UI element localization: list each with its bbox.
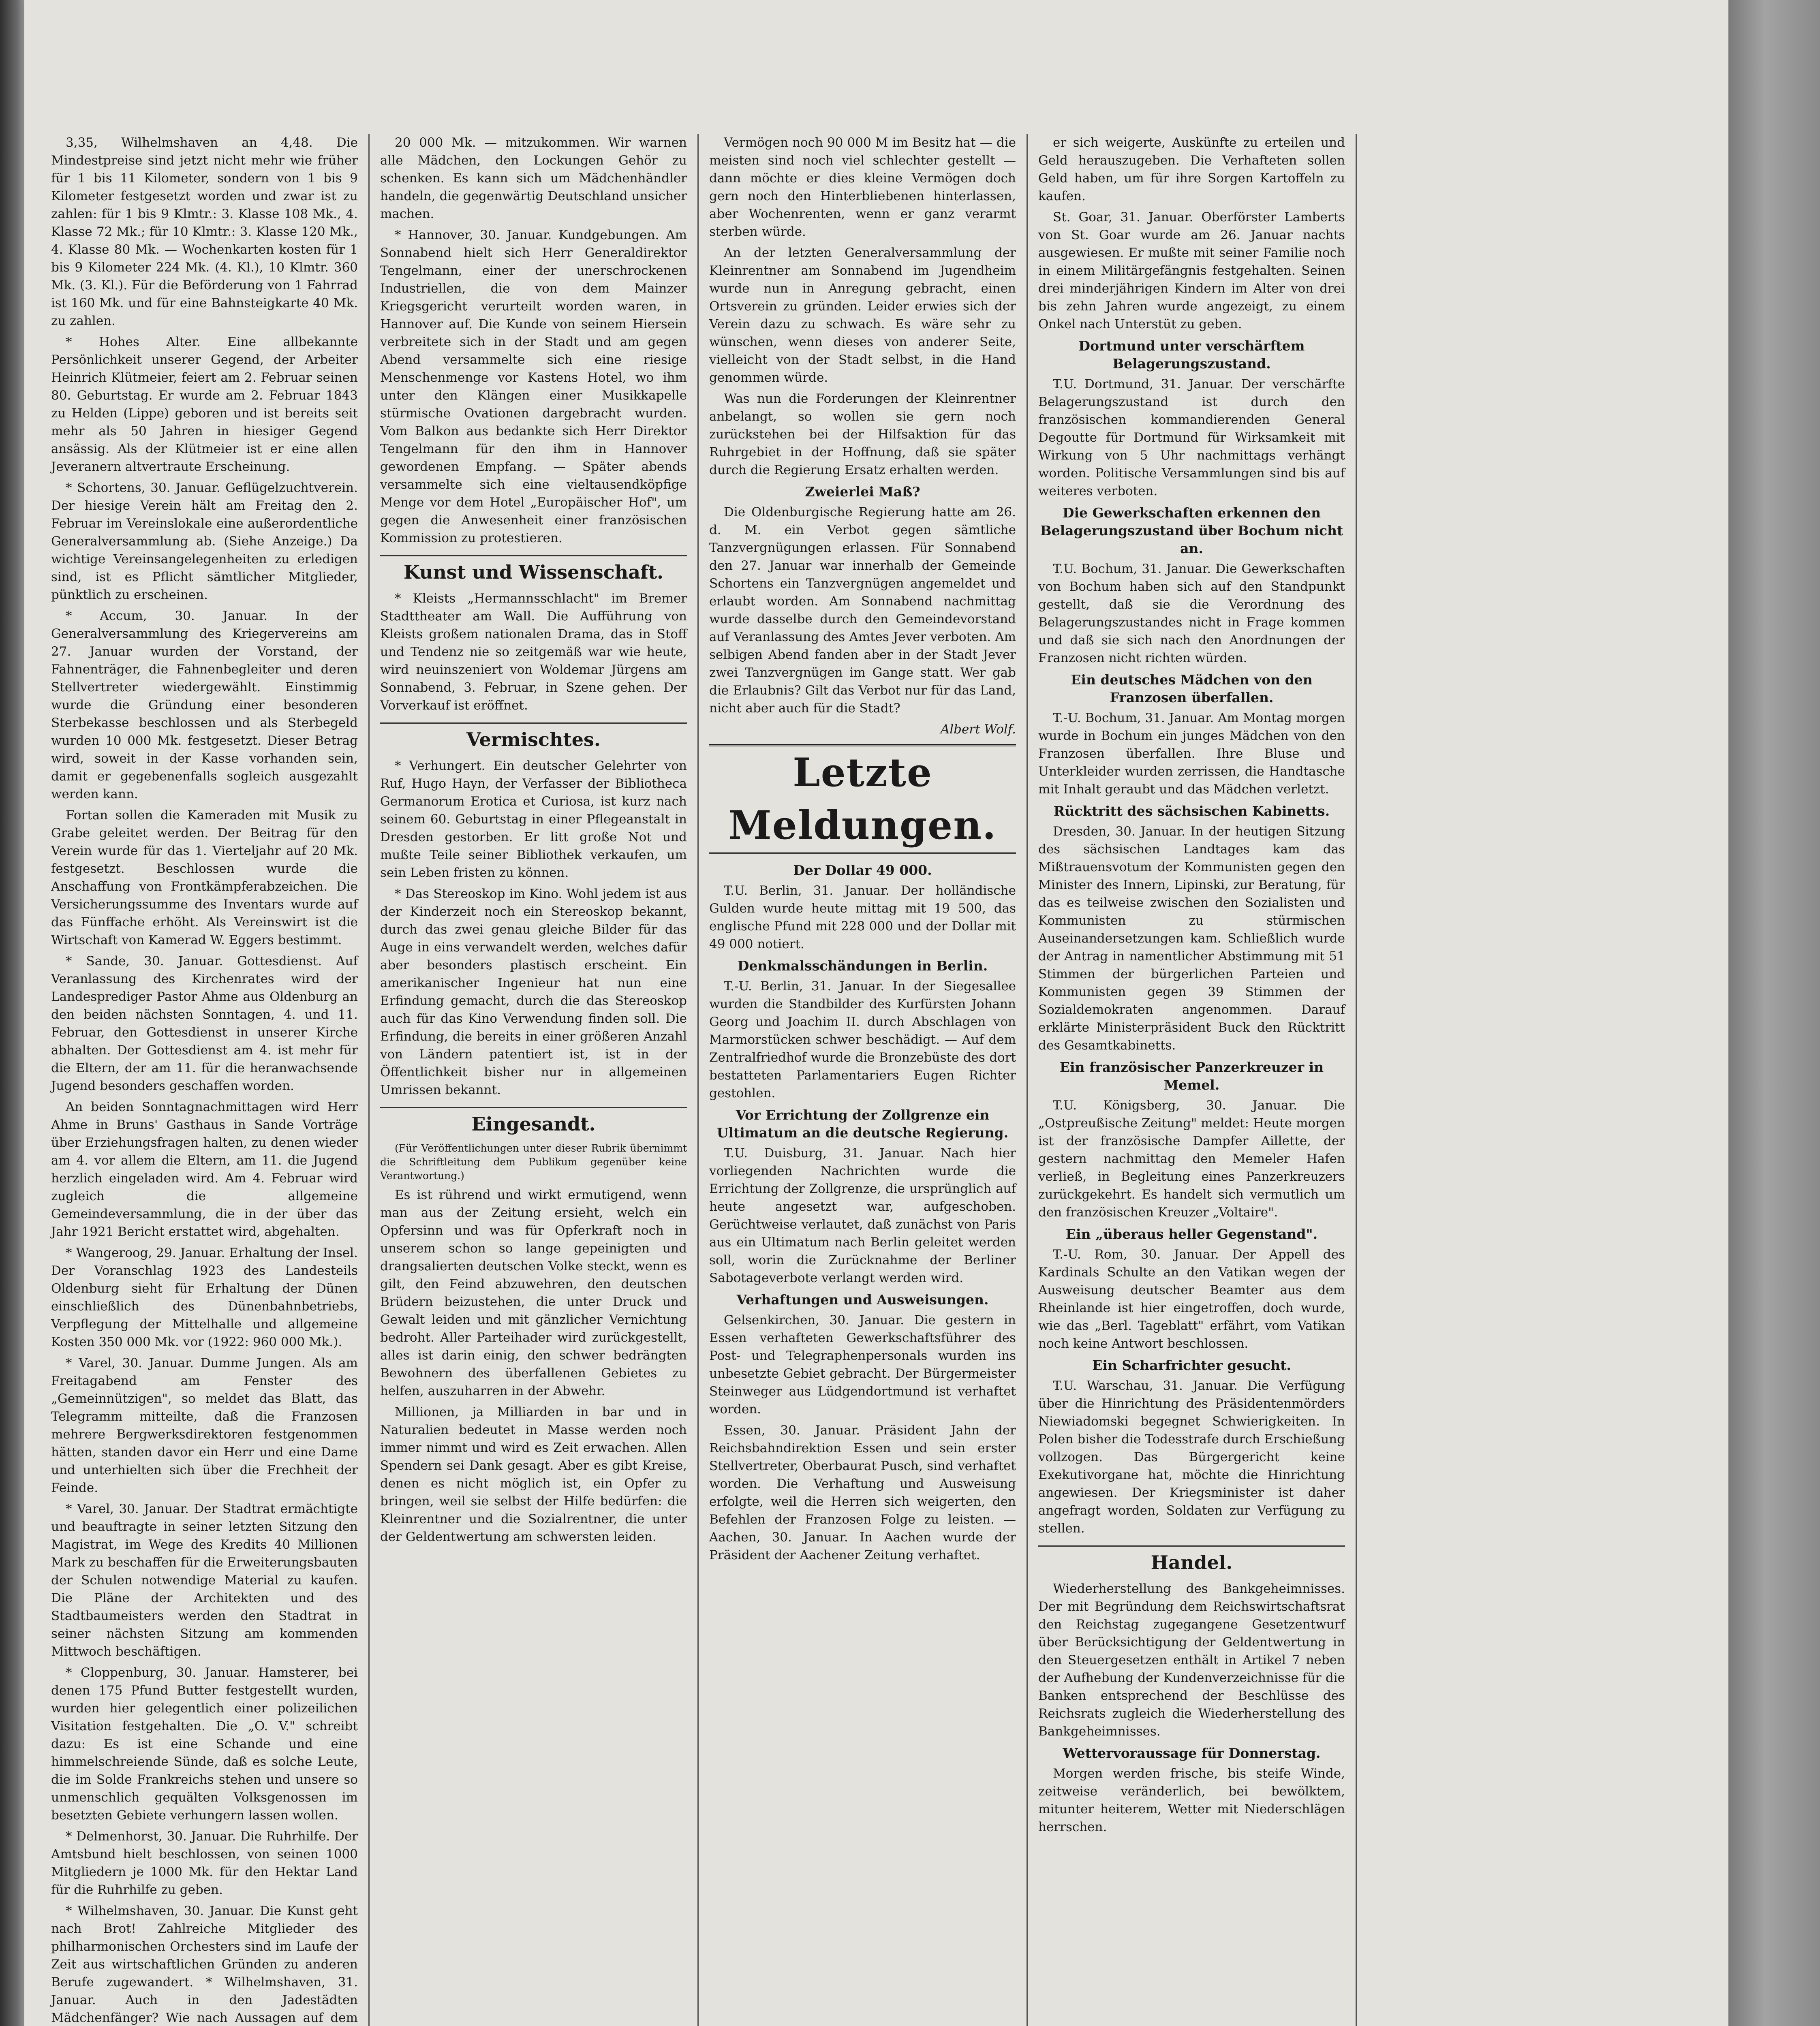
article-text: An beiden Sonntagnachmittagen wird Herr Ahme in Bruns' Gasthaus in Sande Vorträge über Erziehungsfragen halten, zu denen wieder am 4. vor allem die Eltern, am 11. die Jugend herzlich eingeladen wird. Am 4. Februar wird zugleich die allgemeine Gemeindeversammlung, die in der über das Jahr 1921 Bericht erstattet wird, abgehalten. (51, 1100, 358, 1239)
article-text: An der letzten Generalversammlung der Kleinrentner am Sonnabend im Jugendheim wurde nun in Anregung gebracht, einen Ortsverein zu gründen. Leider erwies sich der Verein dazu zu schwach. Es wäre sehr zu wünschen, wenn dieses von anderer Seite, vielleicht von der Stadt selbst, in die Hand genommen würde. (709, 246, 1016, 385)
article-heading: Der Dollar 49 000. (793, 862, 932, 878)
article-text: * Das Stereoskop im Kino. Wohl jedem ist aus der Kinderzeit noch ein Stereoskop bekannt, durch das zwei genau gleiche Bilder für das Auge in eins verwandelt werden, welches dafür aber besonders plastisch erscheint. Ein amerikanischer Ingenieur hat nun eine Erfindung gemacht, durch die das Stereoskop auch für das Kino Verwendung finden soll. Die Erfindung, die bereits in einer größeren Anzahl von Ländern patentiert ist, ist in der Öffentlichkeit bisher nur in allgemeinen Umrissen bekannt. (380, 887, 687, 1097)
article-text: T.U. Berlin, 31. Januar. Der holländische Gulden wurde heute mittag mit 19 500, das englische Pfund mit 228 000 und der Dollar mit 49 000 notiert. (709, 883, 1016, 951)
article-text: * Hohes Alter. Eine allbekannte Persönlichkeit unserer Gegend, der Arbeiter Heinrich Klütmeier, feiert am 2. Februar seinen 80. Geburtstag. Er wurde am 2. Februar 1843 zu Helden (Lippe) geboren und ist bereits seit mehr als 50 Jahren in hiesiger Gegend ansässig. Als der Klütmeier ist er eine allen Jeveranern altvertraute Erscheinung. (51, 335, 358, 474)
article-text: T.U. Dortmund, 31. Januar. Der verschärfte Belagerungszustand ist durch den französischen kommandierenden General Degoutte für Dortmund für Wirksamkeit mit Wirkung von 5 Uhr nachmittags verhängt worden. Politische Versammlungen sind bis auf weiteres verboten. (1038, 377, 1345, 498)
article-heading: Ein französischer Panzerkreuzer in Memel. (1059, 1059, 1324, 1093)
section-heading: Eingesandt. (380, 1107, 687, 1136)
article-heading: Ein „überaus heller Gegenstand". (1065, 1226, 1318, 1242)
article-text: Vermögen noch 90 000 M im Besitz hat — die meisten sind noch viel schlechter gestellt — dann möchte er dies kleine Vermögen doch gern noch den Hinterbliebenen hinterlassen, aber Wochenrenten, wenn er ganz verarmt sterben würde. (709, 135, 1016, 239)
article-text: * Wilhelmshaven, 30. Januar. Die Kunst geht nach Brot! Zahlreiche Mitglieder des philharmonischen Orchesters sind im Laufe der Zeit aus wirtschaftlichen Gründen zu anderen Berufe zugewandert. * Wilhelmshaven, 31. Januar. Auch in den Jadestädten Mädchenfänger? Wie nach Aussagen auf dem (51, 1904, 358, 2025)
article-text: 20 000 Mk. — mitzukommen. Wir warnen alle Mädchen, den Lockungen Gehör zu schenken. Es kann sich um Mädchenhändler handeln, die gegenwärtig Deutschland unsicher machen. (380, 135, 687, 221)
article-text: * Accum, 30. Januar. In der Generalversammlung des Kriegervereins am 27. Januar wurden der Vorstand, der Fahnenträger, die Fahnenbegleiter und deren Stellvertreter wiedergewählt. Einstimmig wurde die Gründung einer besonderen Sterbekasse beschlossen und als Sterbegeld wurden 10 000 Mk. festgesetzt. Dieser Betrag wird, soweit in der Kasse vorhanden sein, damit er gegebenenfalls sogleich ausgezahlt werden kann. (51, 609, 358, 801)
article-text: T.-U. Rom, 30. Januar. Der Appell des Kardinals Schulte an den Vatikan wegen der Ausweisung deutscher Beamter aus dem Rheinlande ist hier eingetroffen, doch wurde, wie das „Berl. Tageblatt" erfährt, vom Vatikan noch keine Antwort beschlossen. (1038, 1247, 1345, 1351)
page-edge-stack (1728, 0, 1820, 2026)
article-heading: Wettervoraussage für Donnerstag. (1063, 1745, 1321, 1761)
column-4 (1028, 134, 1357, 2026)
article-heading: Dortmund unter verschärftem Belagerungszustand. (1078, 338, 1305, 372)
column-1 (41, 134, 370, 2026)
article-text: * Delmenhorst, 30. Januar. Die Ruhrhilfe. Der Amtsbund hielt beschlossen, von seinen 1000 Mitgliedern je 1000 Mk. für den Hektar Land für die Ruhrhilfe zu geben. (51, 1829, 358, 1897)
article-text: * Sande, 30. Januar. Gottesdienst. Auf Veranlassung des Kirchenrates wird der Landesprediger Pastor Ahme aus Oldenburg an den beiden nächsten Sonntagen, 4. und 11. Februar, den Gottesdienst in unserer Kirche abhalten. Der Gottesdienst am 4. ist mehr für die Eltern, der am 11. für die heranwachsende Jugend besonders geschaffen worden. (51, 954, 358, 1093)
editorial-note: (Für Veröffentlichungen unter dieser Rubrik übernimmt die Schriftleitung dem Publikum gegenüber keine Verantwortung.) (380, 1142, 687, 1182)
article-text: Die Oldenburgische Regierung hatte am 26. d. M. ein Verbot gegen sämtliche Tanzvergnügungen erlassen. Für Sonnabend den 27. Januar war innerhalb der Gemeinde Schortens ein Tanzvergnügen angemeldet und erlaubt worden. Am Sonnabend nachmittag wurde dasselbe durch den Gemeindevorstand auf Veranlassung des Amtes Jever verboten. Am selbigen Abend fanden aber in der Stadt Jever zwei Tanzvergnügen im Gange statt. Wer gab die Erlaubnis? Gilt das Verbot nur für das Land, nicht aber auch für die Stadt? (709, 505, 1016, 716)
author-signature: Albert Wolf. (940, 722, 1016, 737)
article-text: * Kleists „Hermannsschlacht" im Bremer Stadttheater am Wall. Die Aufführung von Kleists großem nationalen Drama, das in Stoff und Tendenz nie so zeitgemäß war wie heute, wird neuinszeniert von Woldemar Jürgens am Sonnabend, 3. Februar, in Szene gehen. Der Vorverkauf ist eröffnet. (380, 591, 687, 713)
article-text: Essen, 30. Januar. Präsident Jahn der Reichsbahndirektion Essen und sein erster Stellvertreter, Oberbaurat Pusch, sind verhaftet worden. Die Verhaftung und Ausweisung erfolgte, weil die Herren sich weigerten, den Befehlen der Franzosen Folge zu leisten. — Aachen, 30. Januar. In Aachen wurde der Präsident der Aachener Zeitung verhaftet. (709, 1423, 1016, 1562)
article-text: Gelsenkirchen, 30. Januar. Die gestern in Essen verhafteten Gewerkschaftsführer des Post- und Telegraphenpersonals wurden ins unbesetzte Gebiet gebracht. Der Bürgermeister Steinweger aus Lüdgendortmund ist verhaftet worden. (709, 1313, 1016, 1417)
article-heading: Die Gewerkschaften erkennen den Belagerungszustand über Bochum nicht an. (1040, 505, 1343, 556)
article-heading: Rücktritt des sächsischen Kabinetts. (1053, 803, 1330, 819)
article-text: Wiederherstellung des Bankgeheimnisses. Der mit Begründung dem Reichswirtschaftsrat den Reichstag zugegangene Gesetzentwurf über Berücksichtigung der Geldentwertung in den Steuergesetzen enthält in Artikel 7 neben der Aufhebung der Kundenverzeichnisse für die Banken entsprechend der Beschlüsse des Reichsrats zugleich die Wiederherstellung des Bankgeheimnisses. (1038, 1581, 1345, 1739)
article-text: T.U. Bochum, 31. Januar. Die Gewerkschaften von Bochum haben sich auf den Standpunkt gestellt, daß sie die Verordnung des Belagerungszustandes nicht in Frage kommen und daß sie sich nach den Anordnungen der Franzosen nicht richten würden. (1038, 562, 1345, 665)
article-text: T.-U. Berlin, 31. Januar. In der Siegesallee wurden die Standbilder des Kurfürsten Johann Georg und Joachim II. durch Abschlagen von Marmorstücken schwer beschädigt. — Auf dem Zentralfriedhof wurde die Bronzebüste des dort bestatteten Parlamentariers Eugen Richter gestohlen. (709, 979, 1016, 1101)
article-text: T.U. Warschau, 31. Januar. Die Verfügung über die Hinrichtung des Präsidentenmörders Niewiadomski begegnet Schwierigkeiten. In Polen bisher die Todesstrafe durch Erschießung vollzogen. Das Bürgergericht keine Exekutivorgane hat, möchte die Hinrichtung angewiesen. Der Kriegsminister ist daher angefragt worden, Soldaten zur Verfügung zu stellen. (1038, 1378, 1345, 1536)
book-spine (0, 0, 24, 2026)
article-text: Fortan sollen die Kameraden mit Musik zu Grabe geleitet werden. Der Beitrag für den Verein wurde für das 1. Vierteljahr auf 20 Mk. festgesetzt. Beschlossen wurde die Anschaffung von Frontkämpferabzeichen. Die Versicherungssumme des Inventars wurde auf das Fünffache erhöht. Als Vereinswirt ist die Wirtschaft von Kamerad W. Eggers bestimmt. (51, 808, 358, 947)
article-heading: Zweierlei Maß? (805, 484, 920, 500)
section-heading: Kunst und Wissenschaft. (380, 555, 687, 584)
article-text: Millionen, ja Milliarden in bar und in Naturalien bedeutet in Masse werden noch immer nimmt und wird es Zeit erwachen. Allen Spendern sei Dank gesagt. Aber es gibt Kreise, denen es nicht möglich ist, ein Opfer zu bringen, weil sie selbst der Hilfe bedürfen: die Kleinrentner und die Sozialrentner, die unter der Geldentwertung am schwersten leiden. (380, 1405, 687, 1544)
article-text: * Hannover, 30. Januar. Kundgebungen. Am Sonnabend hielt sich Herr Generaldirektor Tengelmann, einer der unerschrockenen Industriellen, die von dem Mainzer Kriegsgericht verurteilt worden waren, in Hannover auf. Die Kunde von seinem Hiersein verbreitete sich in der Stadt und am gegen Abend versammelte sich eine riesige Menschenmenge vor Kastens Hotel, wo ihm unter den Klängen einer Musikkapelle stürmische Ovationen dargebracht wurden. Vom Balkon aus bedankte sich Herr Direktor Tengelmann für den ihm in Hannover gewordenen Empfang. — Später abends versammelte sich eine vieltausendköpfige Menge vor dem Hotel „Europäischer Hof", um gegen die Anwesenheit einer französischen Kommission zu protestieren. (380, 228, 687, 545)
article-heading: Vor Errichtung der Zollgrenze ein Ultimatum an die deutsche Regierung. (716, 1107, 1009, 1141)
article-text: Was nun die Forderungen der Kleinrentner anbelangt, so wollen sie gern noch zurückstehen bei der Hilfsaktion für das Ruhrgebiet in der Hoffnung, daß sie später durch die Regierung Ersatz erhalten werden. (709, 391, 1016, 477)
article-text: T.U. Duisburg, 31. Januar. Nach hier vorliegenden Nachrichten wurde die Errichtung der Zollgrenze, die ursprünglich auf heute angesetzt war, aufgeschoben. Gerüchtweise verlautet, daß zunächst von Paris aus ein Ultimatum nach Berlin geleitet werden soll, worin die Zurücknahme der Berliner Sabotageverbote verlangt werden wird. (709, 1146, 1016, 1285)
article-text: * Schortens, 30. Januar. Geflügelzuchtverein. Der hiesige Verein hält am Freitag den 2. Februar im Vereinslokale eine außerordentliche Generalversammlung ab. (Siehe Anzeige.) Da wichtige Vereinsangelegenheiten zu erledigen sind, ist es Pflicht sämtlicher Mitglieder, pünktlich zu erscheinen. (51, 481, 358, 602)
article-text: Morgen werden frische, bis steife Winde, zeitweise veränderlich, bei bewölktem, mitunter heiterem, Wetter mit Niederschlägen herrschen. (1038, 1766, 1345, 1834)
column-3 (699, 134, 1028, 2026)
article-heading: Ein Scharfrichter gesucht. (1092, 1357, 1291, 1373)
article-heading: Ein deutsches Mädchen von den Franzosen überfallen. (1071, 672, 1313, 705)
article-text: * Cloppenburg, 30. Januar. Hamsterer, bei denen 175 Pfund Butter festgestellt wurden, wurden hier gelegentlich einer polizeilichen Visitation festgehalten. Die „O. V." schreibt dazu: Es ist eine Schande und eine himmelschreiende Sünde, daß es solche Leute, die im Solde Frankreichs stehen und unsere so unmenschlich gequälten Volksgenossen im besetzten Gebiete verhungern lassen wollen. (51, 1665, 358, 1823)
section-heading-handel: Handel. (1038, 1545, 1345, 1574)
article-text: T.-U. Bochum, 31. Januar. Am Montag morgen wurde in Bochum ein junges Mädchen von den Franzosen überfallen. Ihre Bluse und Unterkleider wurden zerrissen, die Handtasche mit Inhalt geraubt und das Mädchen verletzt. (1038, 711, 1345, 797)
article-heading: Verhaftungen und Ausweisungen. (736, 1292, 989, 1308)
section-title-letzte-meldungen: Letzte Meldungen. (709, 744, 1016, 854)
column-grid (41, 134, 1712, 2026)
article-text: Es ist rührend und wirkt ermutigend, wenn man aus der Zeitung ersieht, welch ein Opfersinn und was für Opferkraft noch in unserem schon so lange gepeinigten und drangsalierten deutschen Volke steckt, wenn es gilt, den Feind abzuwehren, den deutschen Brüdern beizustehen, die unter Druck und Gewalt leiden und mit gänzlicher Vernichtung bedroht. Aller Parteihader wird zurückgestellt, alles ist darin einig, den schwer bedrängten Bewohnern des überfallenen Gebietes zu helfen, auszuharren in der Abwehr. (380, 1188, 687, 1398)
article-heading: Denkmalsschändungen in Berlin. (737, 958, 988, 974)
article-text: Dresden, 30. Januar. In der heutigen Sitzung des sächsischen Landtages kam das Mißtrauensvotum der Kommunisten gegen den Minister des Innern, Lipinski, zur Beratung, für das es teilweise zwischen den Sozialisten und Kommunisten zu stürmischen Auseinandersetzungen kam. Schließlich wurde der Antrag in namentlicher Abstimmung mit 51 Stimmen der bürgerlichen Parteien und Kommunisten gegen 39 Stimmen der Sozialdemokraten angenommen. Darauf erklärte Ministerpräsident Buck den Rücktritt des Gesamtkabinetts. (1038, 824, 1345, 1053)
column-2 (370, 134, 699, 2026)
article-text: * Varel, 30. Januar. Dumme Jungen. Als am Freitagabend am Fenster des „Gemeinnützigen", so meldet das Blatt, das Telegramm mitteilte, daß die Franzosen mehrere Bergwerksdirektoren festgenommen hätten, standen davor ein Herr und eine Dame und unterhielten sich über die Frechheit der Feinde. (51, 1356, 358, 1495)
article-text: er sich weigerte, Auskünfte zu erteilen und Geld herauszugeben. Die Verhafteten sollen Geld haben, um für ihre Sorgen Kartoffeln zu kaufen. (1038, 135, 1345, 203)
article-text: 3,35, Wilhelmshaven an 4,48. Die Mindestpreise sind jetzt nicht mehr wie früher für 1 bis 11 Kilometer, sondern von 1 bis 9 Kilometer festgesetzt worden und zwar ist zu zahlen: für 1 bis 9 Klmtr.: 3. Klasse 108 Mk., 4. Klasse 72 Mk.; für 10 Klmtr.: 3. Klasse 120 Mk., 4. Klasse 80 Mk. — Wochenkarten kosten für 1 bis 9 Kilometer 224 Mk. (4. Kl.), 10 Klmtr. 360 Mk. (3. Kl.). Für die Beförderung von 1 Fahrrad ist 160 Mk. und für eine Bahnsteigkarte 40 Mk. zu zahlen. (51, 135, 358, 328)
article-text: St. Goar, 31. Januar. Oberförster Lamberts von St. Goar wurde am 26. Januar nachts ausgewiesen. Er mußte mit seiner Familie noch in einem Militärgefängnis festgehalten. Seinen drei minderjährigen Kindern im Alter von drei bis zehn Jahren wurde angezeigt, zu einem Onkel nach Unterstüt zu geben. (1038, 210, 1345, 331)
article-text: * Wangeroog, 29. Januar. Erhaltung der Insel. Der Voranschlag 1923 des Landesteils Oldenburg sieht für Erhaltung der Dünen einschließlich des Dünenbahnbetriebs, Verpflegung der Mittelhalle und allgemeine Kosten 350 000 Mk. vor (1922: 960 000 Mk.). (51, 1246, 358, 1349)
section-heading: Vermischtes. (380, 722, 687, 751)
newspaper-page (24, 0, 1728, 2026)
article-text: * Varel, 30. Januar. Der Stadtrat ermächtigte und beauftragte in seiner letzten Sitzung den Magistrat, im Wege des Kredits 40 Millionen Mark zu beschaffen für die Erweiterungsbauten der Schulen notwendige Material zu kaufen. Die Pläne der Architekten und des Stadtbaumeisters werden den Stadtrat in seiner nächsten Sitzung am kommenden Mittwoch beschäftigen. (51, 1502, 358, 1659)
article-text: * Verhungert. Ein deutscher Gelehrter von Ruf, Hugo Hayn, der Verfasser der Bibliotheca Germanorum Erotica et Curiosa, ist kurz nach seinem 60. Geburtstag in einer Pflegeanstalt in Dresden gestorben. Er litt große Not und mußte Teile seiner Bibliothek verkaufen, um sein Leben fristen zu können. (380, 759, 687, 880)
article-text: T.U. Königsberg, 30. Januar. Die „Ostpreußische Zeitung" meldet: Heute morgen ist der französische Dampfer Aillette, der gestern nachmittag den Memeler Hafen verließ, in Begleitung eines Panzerkreuzers zurückgekehrt. Es handelt sich vermutlich um den französischen Kreuzer „Voltaire". (1038, 1098, 1345, 1220)
